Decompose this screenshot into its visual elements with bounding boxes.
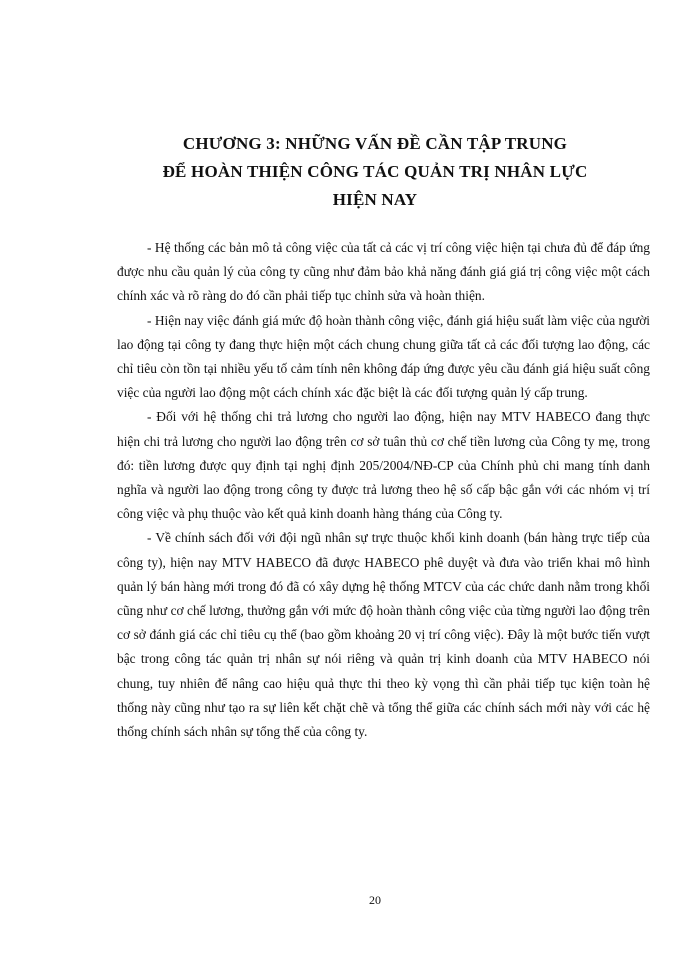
body-text — [117, 236, 650, 744]
chapter-title-line-1: CHƯƠNG 3: NHỮNG VẤN ĐỀ CẦN TẬP TRUNG — [182, 134, 568, 153]
chapter-title-line-3: HIỆN NAY — [332, 190, 418, 209]
page-number: 20 — [369, 893, 381, 907]
paragraph-salary-system: - Đối với hệ thống chi trả lương cho người lao động, hiện nay MTV HABECO đang thực hiện chi trả lương cho người lao động trên cơ sở tuân thủ cơ chế tiền lương của Công ty mẹ, trong đó: tiền lương được quy định tại nghị định 205/2004/NĐ-CP của Chính phủ chi mang tính danh nghĩa và người lao động trong công ty được trả lương theo hệ số cấp bậc gắn với các nhóm vị trí công việc và phụ thuộc vào kết quả kinh doanh hàng tháng của Công ty. — [117, 409, 650, 522]
chapter-title-line-2: ĐỂ HOÀN THIỆN CÔNG TÁC QUẢN TRỊ NHÂN LỰC — [162, 162, 588, 181]
paragraph-job-descriptions: - Hệ thống các bản mô tả công việc của tất cả các vị trí công việc hiện tại chưa đủ để đáp ứng được nhu cầu quản lý của công ty cũng như đảm bảo khả năng đánh giá giá trị công việc một cách chính xác và rõ ràng do đó cần phải tiếp tục chỉnh sửa và hoàn thiện. — [117, 240, 650, 304]
chapter-title — [110, 130, 640, 214]
paragraph-sales-staff-policy: - Về chính sách đối với đội ngũ nhân sự trực thuộc khối kinh doanh (bán hàng trực tiếp của công ty), hiện nay MTV HABECO đã được HABECO phê duyệt và đưa vào triển khai mô hình quản lý bán hàng mới trong đó đã có xây dựng hệ thống MTCV của các chức danh nằm trong khối cũng như cơ chế lương, thưởng gắn với mức độ hoàn thành công việc của từng người lao động trên cơ sở đánh giá các chỉ tiêu cụ thể (bao gồm khoảng 20 vị trí công việc). Đây là một bước tiến vượt bậc trong công tác quản trị nhân sự nói riêng và quản trị kinh doanh của MTV HABECO nói chung, tuy nhiên để nâng cao hiệu quả thực thi theo kỳ vọng thì cần phải tiếp tục kiện toàn hệ thống này cũng như tạo ra sự liên kết chặt chẽ và tổng thể giữa các chính sách mới này với các hệ thống chính sách nhân sự tổng thể của công ty. — [117, 530, 650, 740]
paragraph-performance-evaluation: - Hiện nay việc đánh giá mức độ hoàn thành công việc, đánh giá hiệu suất làm việc của người lao động tại công ty đang thực hiện một cách chung chung giữa tất cả các đối tượng lao động, các chỉ tiêu còn tồn tại nhiều yếu tố cảm tính nên không đáp ứng được yêu cầu đánh giá hiệu suất công việc của người lao động một cách chính xác đặc biệt là các đối tượng quản lý cấp trung. — [117, 312, 650, 401]
